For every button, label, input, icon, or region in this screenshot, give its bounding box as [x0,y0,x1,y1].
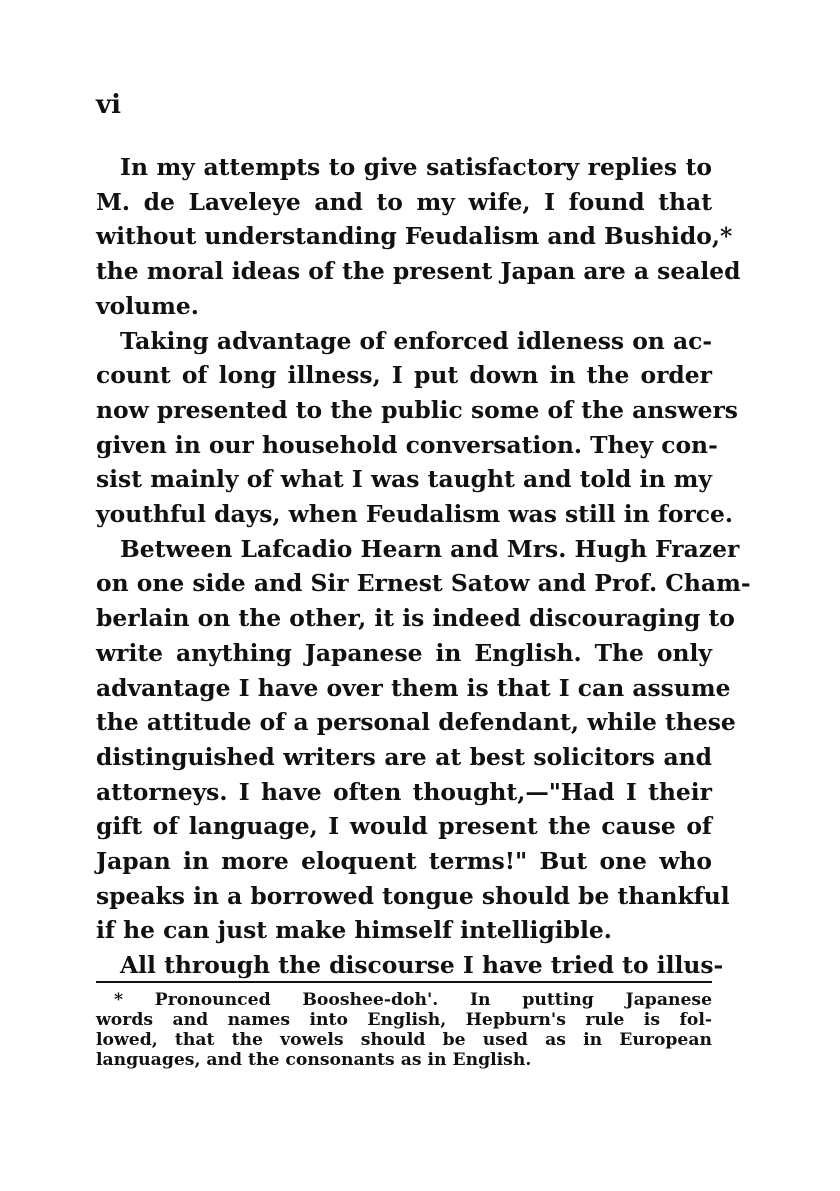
paragraph-3-line-6: the attitude of a personal defendant, while these [96,708,736,737]
paragraph-1-line-2: M. de Laveleye and to my wife, I found that [96,187,712,216]
paragraph-3-line-12: if he can just make himself intelligible. [96,916,612,945]
paragraph-3-line-5: advantage I have over them is that I can assume [96,673,731,702]
paragraph-2-line-2: count of long illness, I put down in the order [96,361,712,390]
paragraph-3-line-11: speaks in a borrowed tongue should be thankful [96,881,730,910]
body-text [96,150,751,983]
paragraph-3-line-4: write anything Japanese in English. The only [96,638,712,667]
paragraph-1-line-4: the moral ideas of the present Japan are a sealed [96,257,741,286]
footnote-line-2: words and names into English, Hepburn's rule is fol- [96,1010,712,1030]
paragraph-1-line-1: In my attempts to give satisfactory replies to [120,153,712,181]
page-number: vi [96,90,121,120]
paragraph-2-line-4: given in our household conversation. They con- [96,430,718,459]
paragraph-3-line-1: Between Lafcadio Hearn and Mrs. Hugh Frazer [120,534,740,563]
paragraph-3-line-9: gift of language, I would present the cause of [96,812,712,841]
paragraph-2-line-1: Taking advantage of enforced idleness on ac- [120,326,713,355]
footnote-line-3: lowed, that the vowels should be used as in European [96,1030,712,1050]
paragraph-3-line-3: berlain on the other, it is indeed discouraging to [96,604,735,633]
paragraph-3-line-7: distinguished writers are at best solicitors and [96,742,712,771]
footnote [96,990,712,1070]
paragraph-4-line-1: All through the discourse I have tried to illus- [120,951,724,980]
paragraph-3-line-8: attorneys. I have often thought,—"Had I their [96,777,712,806]
footnote-line-4: languages, and the consonants as in English. [96,1050,532,1070]
footnote-line-1: * Pronounced Booshee-doh'. In putting Japanese [114,990,712,1010]
footnote-divider [96,981,712,983]
paragraph-1-line-5: volume. [96,291,199,320]
paragraph-2-line-6: youthful days, when Feudalism was still in force. [96,500,734,529]
paragraph-3-line-2: on one side and Sir Ernest Satow and Prof. Cham- [96,569,751,598]
paragraph-2-line-5: sist mainly of what I was taught and told in my [96,465,712,494]
paragraph-1-line-3: without understanding Feudalism and Bushido,* [96,222,733,251]
paragraph-2-line-3: now presented to the public some of the answers [96,395,738,424]
paragraph-3-line-10: Japan in more eloquent terms!" But one who [96,847,712,876]
